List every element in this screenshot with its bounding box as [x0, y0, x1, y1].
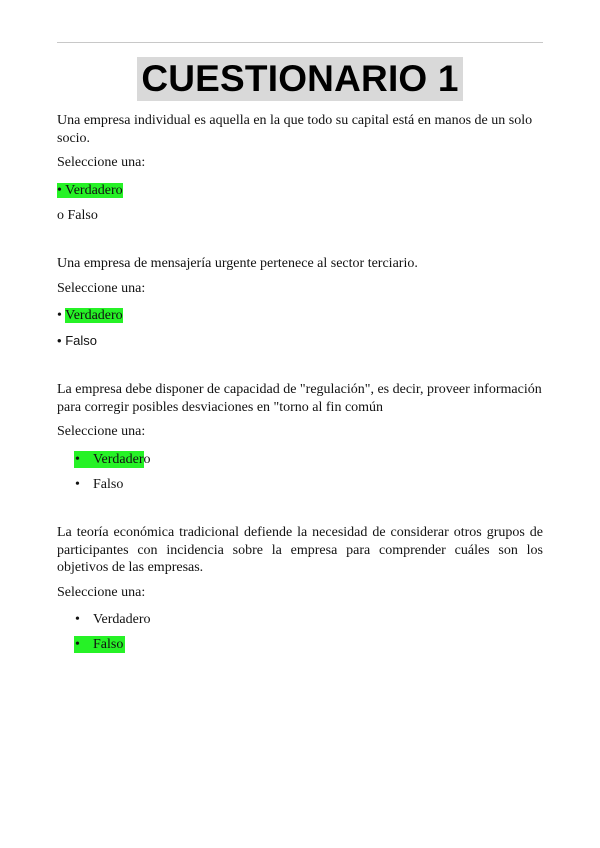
option-label: Falso: [67, 207, 98, 223]
option-falso[interactable]: [57, 472, 543, 497]
option-label: Falso: [65, 333, 97, 348]
question-3: [57, 381, 543, 497]
option-label: Falso: [93, 476, 124, 492]
bullet-icon: •: [75, 612, 80, 627]
select-prompt: Seleccione una:: [57, 424, 146, 439]
question-2: [57, 255, 543, 353]
option-verdadero[interactable]: [57, 178, 543, 203]
option-falso[interactable]: [57, 328, 543, 353]
select-prompt: Seleccione una:: [57, 584, 146, 600]
option-verdadero[interactable]: [57, 303, 543, 328]
circle-bullet-icon: o: [57, 207, 64, 223]
header-rule: [57, 42, 543, 43]
question-1: [57, 112, 543, 228]
option-label: Verdadero: [93, 612, 151, 627]
question-stem: La empresa debe disponer de capacidad de "regulación", es decir, proveer información para corregir posibles desviaciones en "torno al fin común: [57, 382, 542, 415]
page-title: CUESTIONARIO 1: [137, 57, 462, 101]
option-falso[interactable]: [57, 203, 543, 228]
bullet-icon: •: [57, 308, 62, 323]
select-prompt: Seleccione una:: [57, 280, 146, 296]
option-verdadero[interactable]: [57, 447, 543, 472]
bullet-icon: •: [75, 476, 80, 492]
bullet-icon: •: [75, 637, 80, 652]
option-label: Verdadero: [93, 451, 151, 467]
bullet-icon: •: [57, 182, 62, 198]
option-falso[interactable]: [57, 632, 543, 657]
bullet-icon: •: [57, 333, 62, 348]
option-label: Verdadero: [65, 182, 123, 198]
question-stem: Una empresa de mensajería urgente pertenece al sector terciario.: [57, 256, 418, 271]
option-verdadero[interactable]: [57, 607, 543, 632]
question-4: [57, 524, 543, 657]
option-label: Verdadero: [65, 308, 123, 323]
option-label: Falso: [93, 637, 124, 652]
select-prompt: Seleccione una:: [57, 155, 146, 170]
question-stem: Una empresa individual es aquella en la que todo su capital está en manos de un solo socio.: [57, 113, 533, 146]
question-stem: La teoría económica tradicional defiende la necesidad de considerar otros grupos de participantes con incidencia sobre la empresa para comprender cuáles son los objetivos de las empresas.: [57, 525, 543, 575]
bullet-icon: •: [75, 451, 80, 467]
